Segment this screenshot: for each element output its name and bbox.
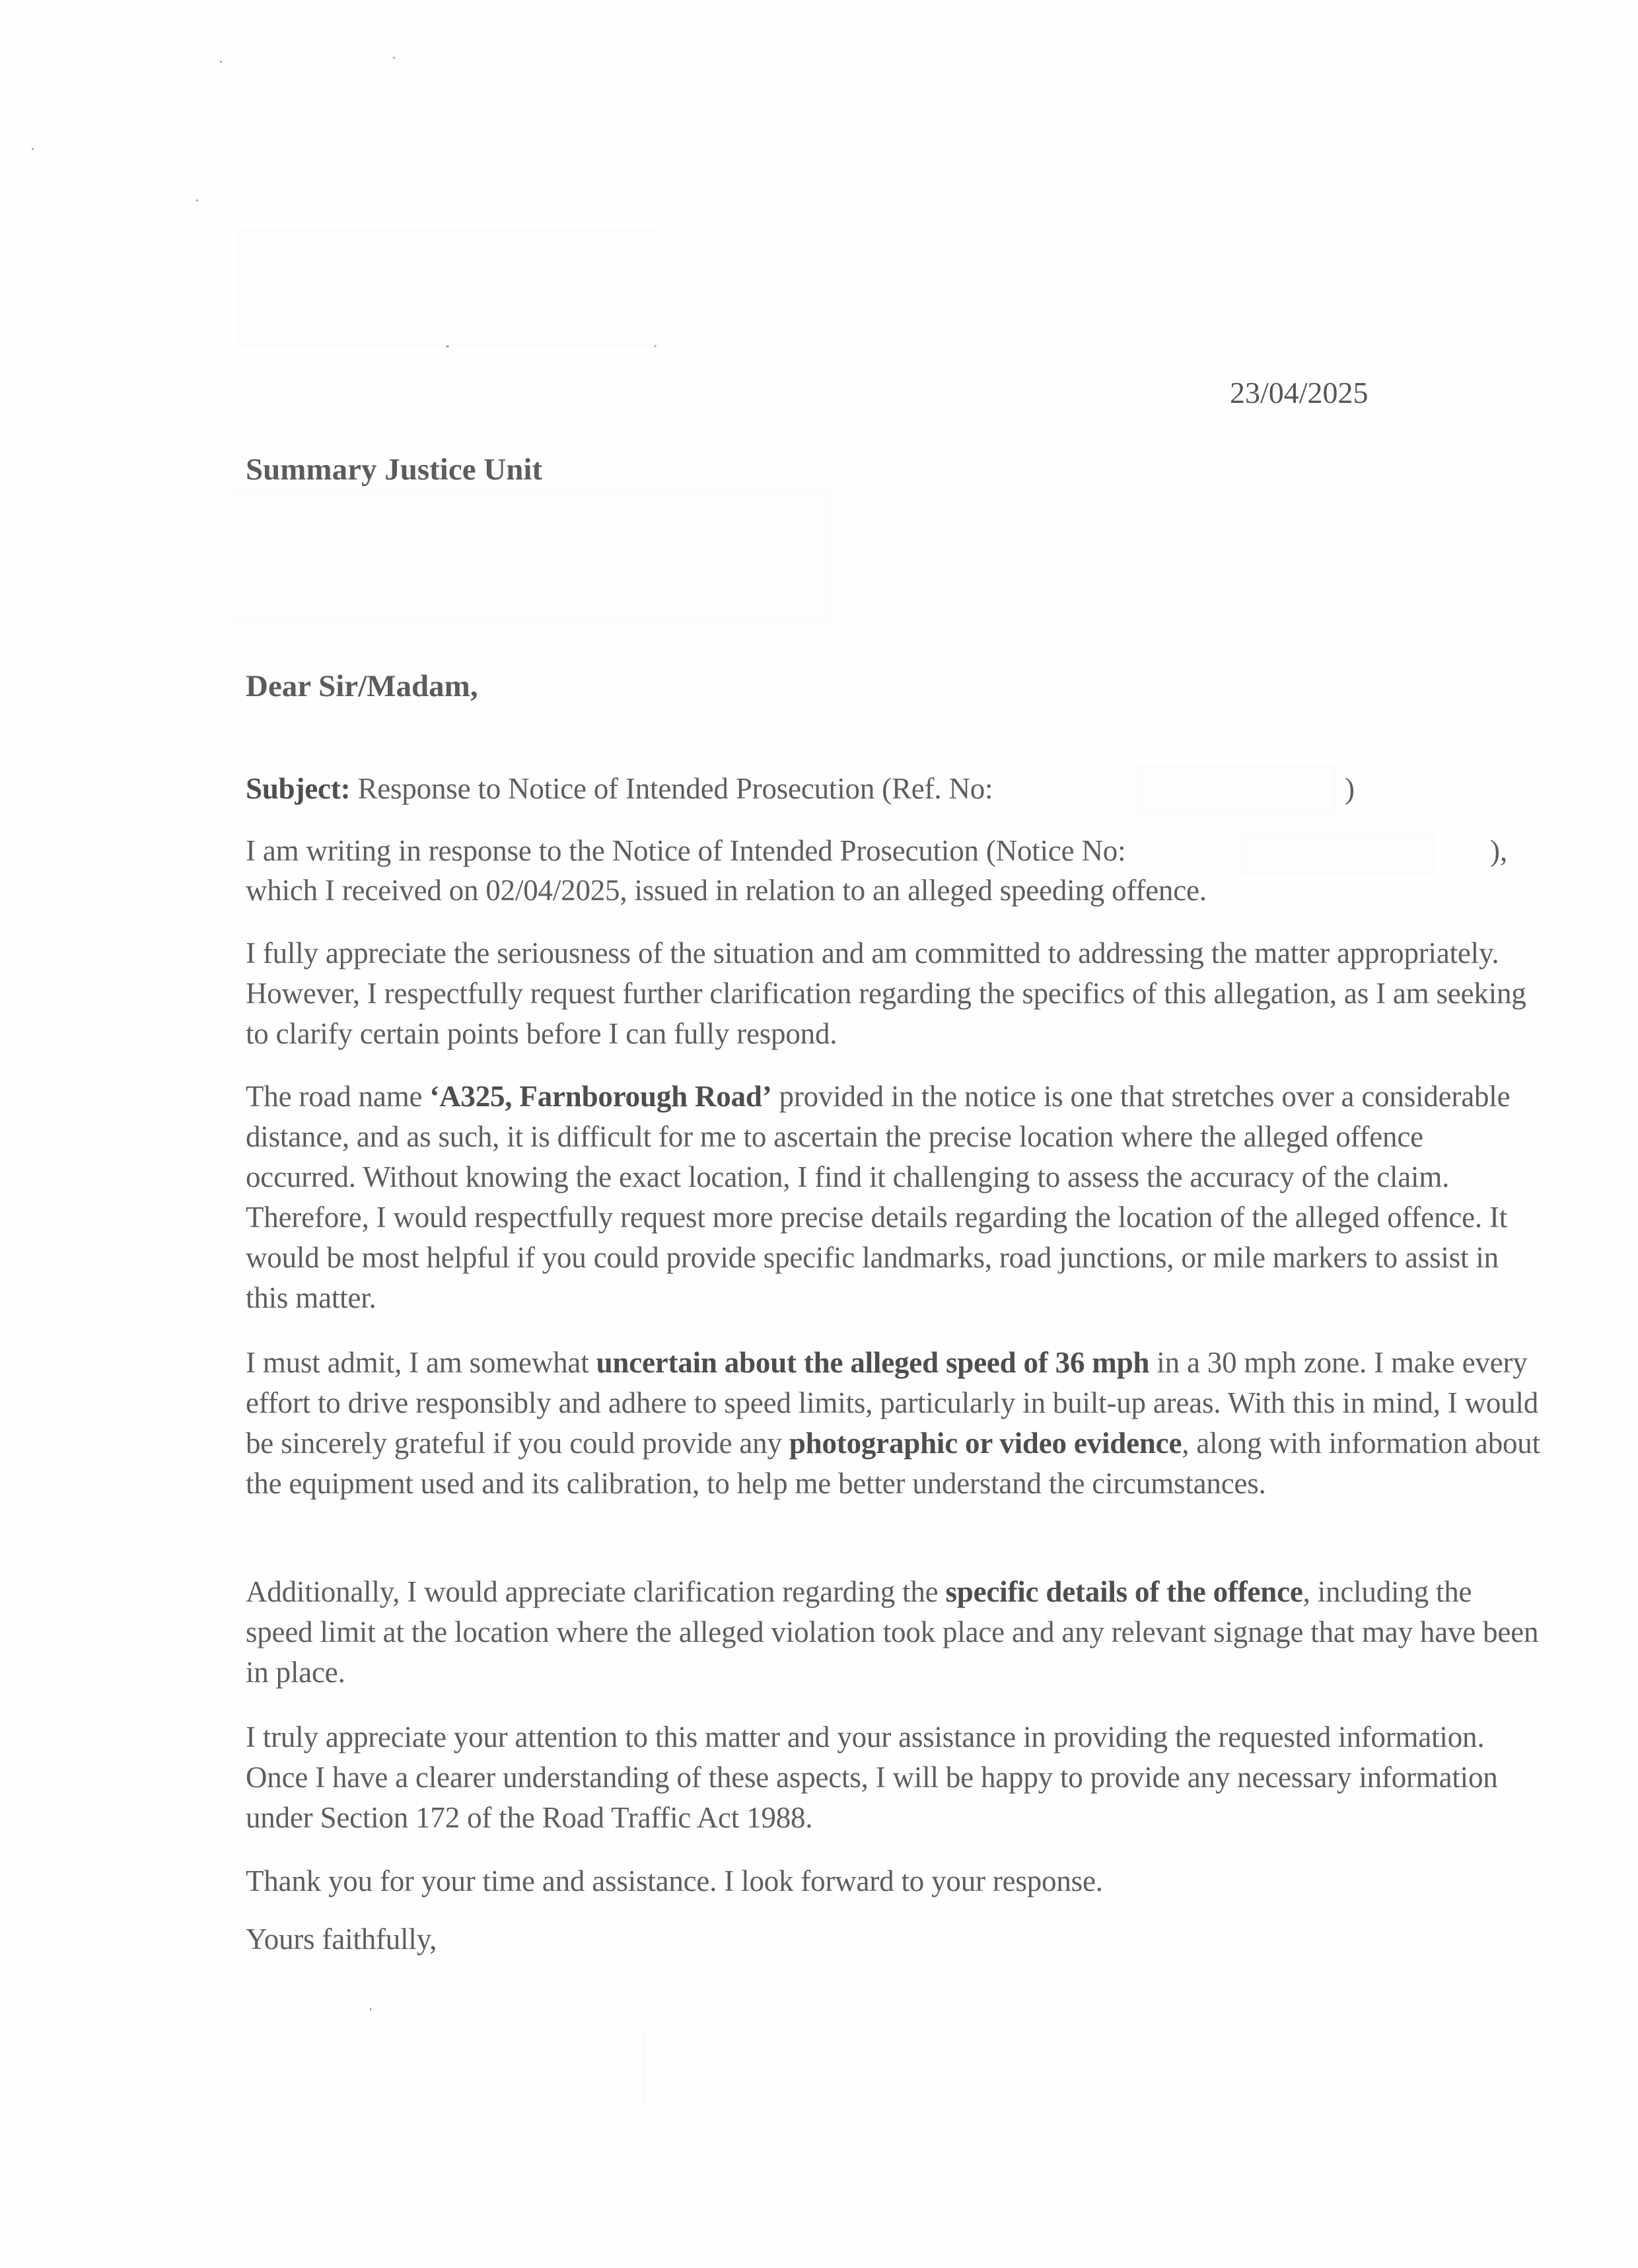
subject-text: Response to Notice of Intended Prosecution (Ref. No: [357,772,993,805]
redacted-ref-number [1136,766,1335,814]
scan-speck [220,61,222,63]
recipient-name: Summary Justice Unit [246,452,543,487]
scan-speck [393,57,395,59]
intro-line-2: which I received on 02/04/2025, issued in relation to an alleged speeding offence. [246,874,1207,907]
body-paragraph-location [246,1077,1540,1318]
scan-speck [196,199,198,201]
redacted-recipient-address [234,489,830,622]
speed-emphasis: uncertain about the alleged speed of 36 mph [596,1346,1150,1379]
paragraph-text: I fully appreciate the seriousness of the situation and am committed to addressing the matter appropriately. However, I respectfully request further clarification regarding the specifics of this allegation, as I am seeking to clarify certain points before I can fully respond. [246,937,1526,1050]
scan-speck [370,2008,371,2011]
paragraph-text: I truly appreciate your attention to this matter and your assistance in providing the requested information. Once I have a clearer understanding of these aspects, I will be happy to provide any necessary information under Section 172 of the Road Traffic Act 1988. [246,1720,1498,1834]
intro-close-paren: ), [1490,834,1508,867]
body-paragraph-section-172 [246,1717,1540,1838]
scan-speck [32,148,34,150]
offence-details-emphasis: specific details of the offence [945,1575,1303,1608]
scan-speck [446,345,449,347]
body-paragraph-thanks [246,1861,1540,1901]
body-paragraph-clarification [246,933,1540,1054]
subject-label: Subject: [246,772,351,805]
intro-line-1: I am writing in response to the Notice of Intended Prosecution (Notice No: [246,834,1126,867]
salutation: Dear Sir/Madam, [246,669,478,703]
scan-speck [654,345,657,347]
paragraph-text: Thank you for your time and assistance. I look forward to your response. [246,1864,1103,1897]
evidence-emphasis: photographic or video evidence [789,1427,1182,1460]
body-paragraph-speed [246,1343,1540,1504]
redacted-notice-number [1242,833,1435,874]
paragraph-text: in a 30 mph zone. I make every effort to drive responsibly and adhere to speed limits, particularly in built-up areas. With this in mind, I would be sincerely grateful if you could provide any [246,1346,1539,1460]
paragraph-text: The road name [246,1080,430,1113]
redacted-signature [234,2028,645,2108]
closing-valediction: Yours faithfully, [246,1923,437,1956]
paragraph-text: Additionally, I would appreciate clarification regarding the [246,1575,946,1608]
road-name-emphasis: ‘A325, Farnborough Road’ [429,1080,772,1113]
body-paragraph-details [246,1572,1540,1693]
subject-line [246,771,993,806]
paragraph-text: provided in the notice is one that stretches over a considerable distance, and as such, it is difficult for me to ascertain the precise location where the alleged offence occurred. Without knowing the exact location, I find it challenging to assess the accuracy of the claim. Therefore, I would respectfully request more precise details regarding the location of the alleged offence. It would be most helpful if you could provide specific landmarks, road junctions, or mile markers to assist in this matter. [246,1080,1511,1314]
paragraph-text: , including the speed limit at the location where the alleged violation took place and any relevant signage that may have been in place. [246,1575,1539,1689]
redacted-sender-address [238,231,662,345]
subject-close-paren: ) [1345,772,1355,805]
paragraph-text: I must admit, I am somewhat [246,1346,596,1379]
paragraph-text: , along with information about the equipment used and its calibration, to help me better understand the circumstances. [246,1427,1540,1500]
letter-date: 23/04/2025 [1230,376,1369,409]
